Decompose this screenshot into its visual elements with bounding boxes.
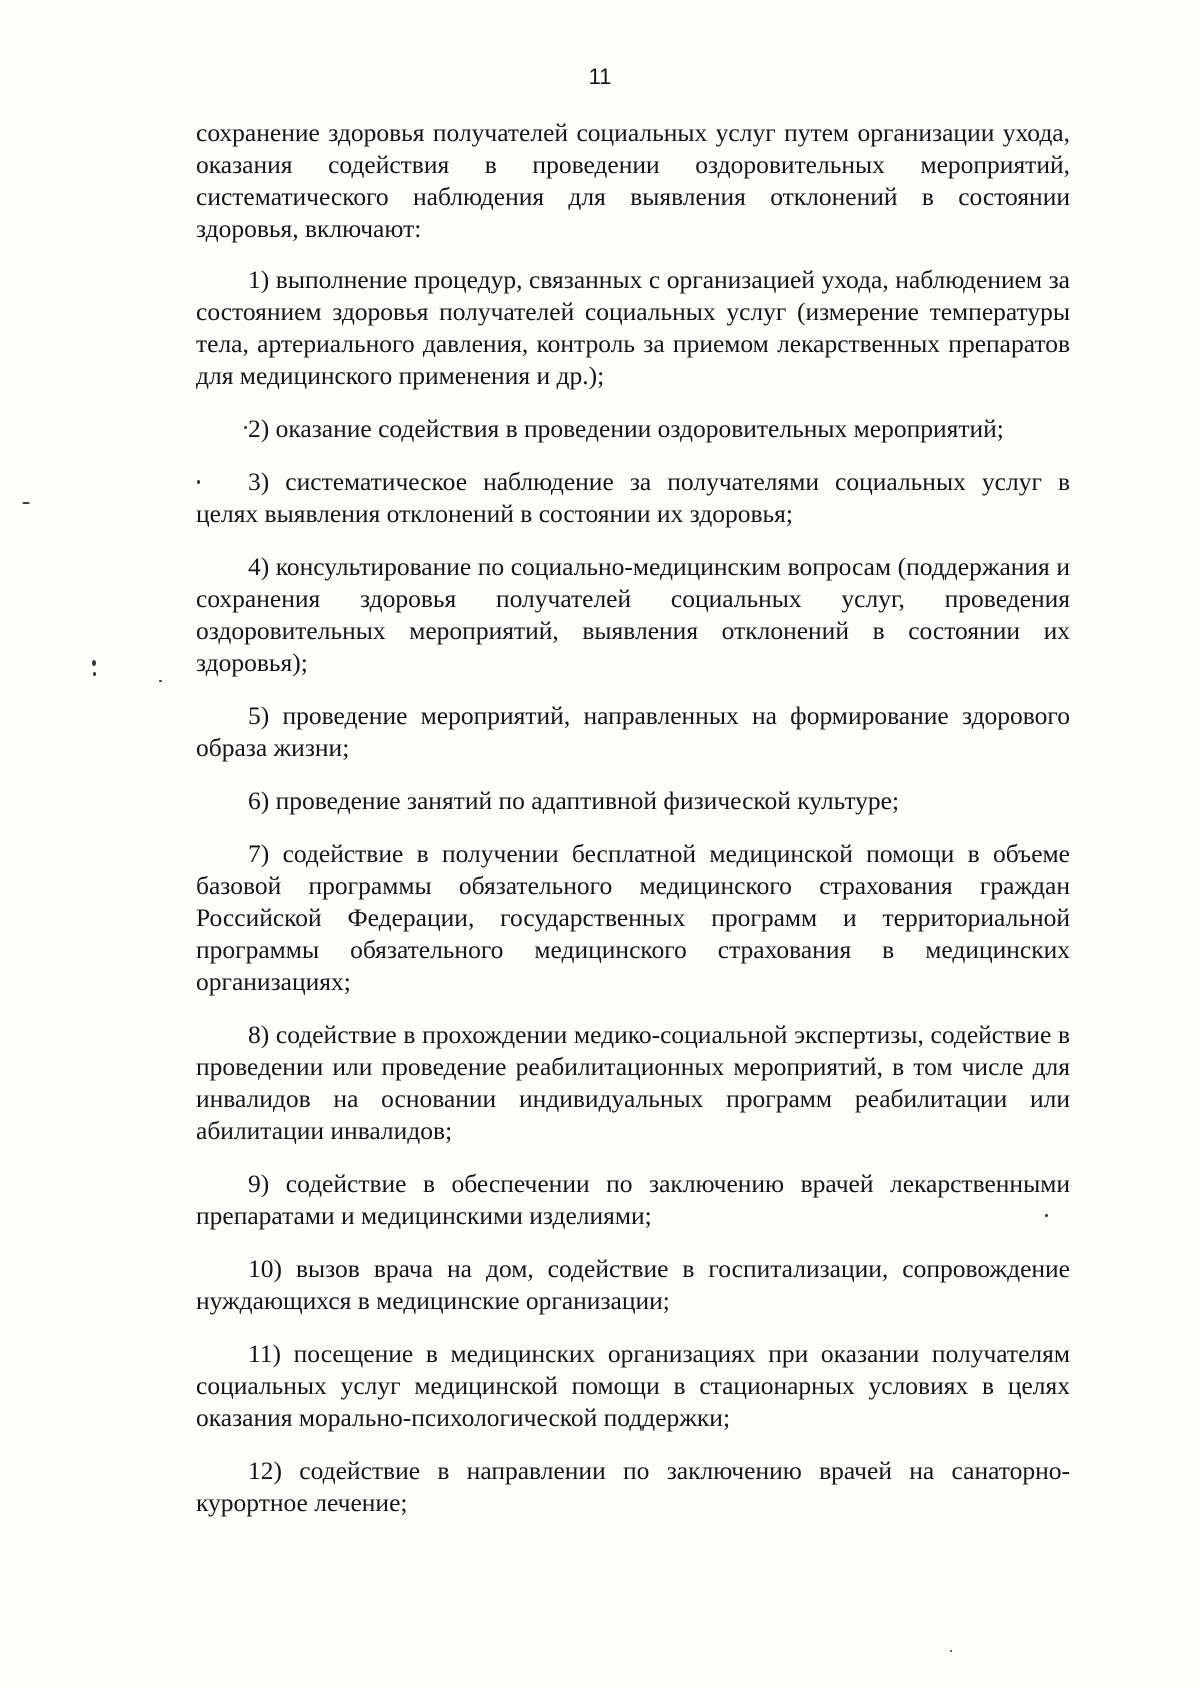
list-item-5: 5) проведение мероприятий, направленных на формирование здорового образа жизни; (196, 701, 1070, 762)
list-item-8: 8) содействие в прохождении медико-социальной экспертизы, содействие в проведении или проведение реабилитационных мероприятий, в том числе для инвалидов на основании индивидуальных программ реабилитации или абилитации инвалидов; (196, 1020, 1070, 1145)
list-item-4: 4) консультирование по социально-медицинским вопросам (поддержания и сохранения здоровья получателей социальных услуг, проведения оздоровительных мероприятий, выявления отклонений в состоянии их здоровья); (196, 552, 1070, 677)
intro-paragraph: сохранение здоровья получателей социальных услуг путем организации ухода, оказания содействия в проведении оздоровительных мероприятий, систематического наблюдения для выявления отклонений в состоянии здоровья, включают: (196, 118, 1070, 243)
scan-speck (22, 502, 30, 504)
scan-speck (1045, 1214, 1048, 1217)
list-item-12: 12) содействие в направлении по заключению врачей на санаторно-курортное лечение; (196, 1456, 1070, 1517)
list-item-3: 3) систематическое наблюдение за получателями социальных услуг в целях выявления отклонений в состоянии их здоровья; (196, 467, 1070, 528)
list-item-1: 1) выполнение процедур, связанных с организацией ухода, наблюдением за состоянием здоровья получателей социальных услуг (измерение температуры тела, артериального давления, контроль за приемом лекарственных препаратов для медицинского применения и др.); (196, 265, 1070, 390)
page-number: 11 (588, 64, 612, 89)
list-item-9: 9) содействие в обеспечении по заключению врачей лекарственными препаратами и медицинскими изделиями; (196, 1169, 1070, 1230)
list-item-10: 10) вызов врача на дом, содействие в госпитализации, сопровождение нуждающихся в медицинские организации; (196, 1254, 1070, 1315)
scan-speck (197, 480, 200, 484)
scan-speck (950, 1650, 952, 1652)
scan-speck (93, 672, 96, 676)
scan-speck (159, 680, 162, 682)
list-item-2: 2) оказание содействия в проведении оздоровительных мероприятий; (248, 414, 1004, 443)
list-item-7: 7) содействие в получении бесплатной медицинской помощи в объеме базовой программы обязательного медицинского страхования граждан Российской Федерации, государственных программ и территориальной программы обязательного медицинского страхования в медицинских организациях; (196, 839, 1070, 996)
list-item-11: 11) посещение в медицинских организациях при оказании получателям социальных услуг медицинской помощи в стационарных условиях в целях оказания морально-психологической поддержки; (196, 1339, 1070, 1432)
scan-speck (92, 660, 96, 666)
document-body (196, 117, 1070, 1540)
scan-speck (244, 426, 247, 429)
list-item-6: 6) проведение занятий по адаптивной физической культуре; (248, 786, 900, 815)
